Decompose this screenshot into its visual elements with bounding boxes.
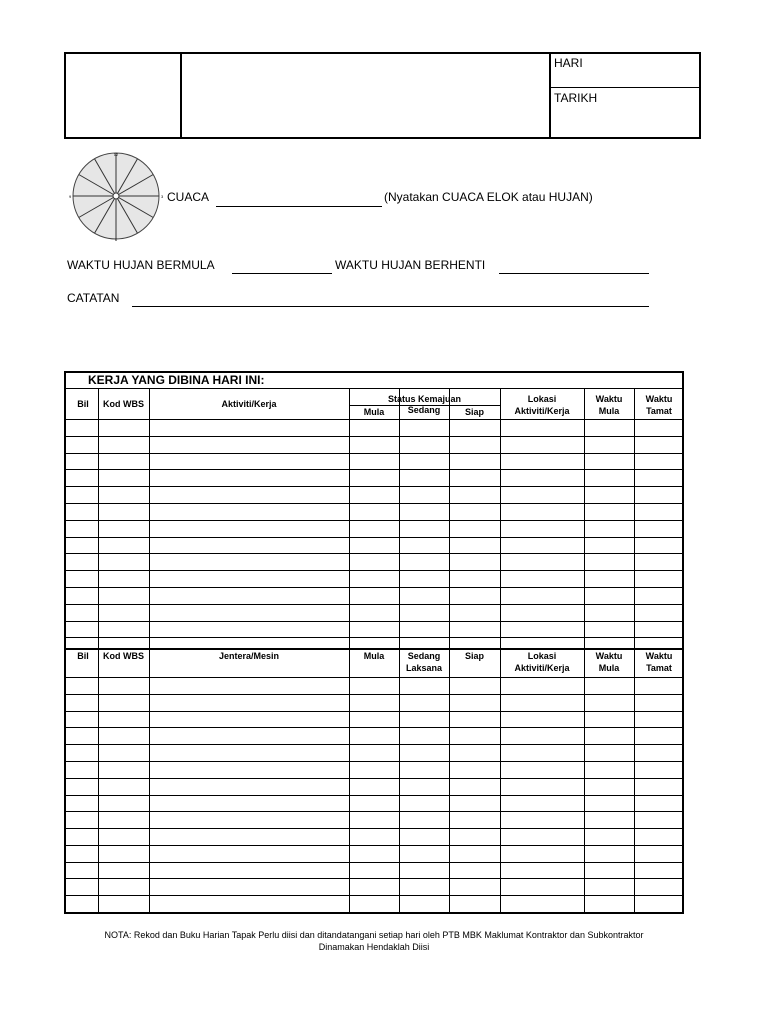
date-divider bbox=[551, 87, 699, 88]
grid-col-line bbox=[500, 388, 501, 912]
grid-row-line bbox=[66, 811, 682, 812]
work-header-waktu-mula-line2: Mula bbox=[598, 406, 620, 416]
machine-header-sedang-line2: Laksana bbox=[405, 663, 443, 673]
grid-row-line bbox=[66, 828, 682, 829]
work-header-status: Status Kemajuan bbox=[387, 394, 462, 404]
work-table-title: KERJA YANG DIBINA HARI INI: bbox=[88, 373, 265, 387]
hujan-berhenti-input-line[interactable] bbox=[499, 273, 649, 274]
grid-row-line bbox=[66, 862, 682, 863]
svg-text:3: 3 bbox=[161, 194, 164, 199]
grid-col-line bbox=[399, 388, 400, 912]
machine-header-waktu-mula bbox=[584, 650, 634, 674]
svg-text:12: 12 bbox=[113, 152, 119, 157]
machine-header-waktu-tamat bbox=[634, 650, 684, 674]
grid-row-line bbox=[66, 419, 682, 420]
work-header-waktu-mula bbox=[584, 393, 634, 417]
work-header-waktu-tamat-line2: Tamat bbox=[646, 406, 672, 416]
hari-label: HARI bbox=[554, 56, 583, 70]
grid-col-line bbox=[584, 388, 585, 912]
hujan-berhenti-label: WAKTU HUJAN BERHENTI bbox=[335, 258, 486, 272]
grid-row-line bbox=[66, 744, 682, 745]
grid-row-line bbox=[66, 637, 682, 638]
grid-row-line bbox=[66, 469, 682, 470]
work-header-waktu-tamat-line1: Waktu bbox=[645, 394, 673, 404]
grid-col-line bbox=[449, 388, 450, 912]
grid-row-line bbox=[66, 795, 682, 796]
grid-col-line bbox=[149, 388, 150, 912]
grid-row-line bbox=[66, 486, 682, 487]
grid-col-line bbox=[98, 388, 99, 912]
cuaca-hint: (Nyatakan CUACA ELOK atau HUJAN) bbox=[384, 190, 593, 204]
catatan-input-line[interactable] bbox=[132, 306, 649, 307]
grid-row-line bbox=[66, 727, 682, 728]
work-header-sedang: Sedang bbox=[407, 405, 441, 415]
machine-header-kod-wbs: Kod WBS bbox=[103, 651, 144, 661]
machine-header-bil: Bil bbox=[77, 651, 89, 661]
grid-row-line bbox=[66, 503, 682, 504]
grid-row-line bbox=[66, 778, 682, 779]
logo-cell bbox=[66, 54, 182, 137]
machine-header-sedang-laksana bbox=[399, 650, 449, 674]
footer-note bbox=[64, 929, 684, 953]
catatan-label: CATATAN bbox=[67, 291, 120, 305]
work-header-kod-wbs: Kod WBS bbox=[103, 399, 144, 409]
machine-header-waktu-tamat-line1: Waktu bbox=[645, 651, 673, 661]
header-box bbox=[64, 52, 701, 139]
status-subheader-line bbox=[349, 405, 500, 406]
machine-header-waktu-mula-line1: Waktu bbox=[595, 651, 623, 661]
footer-note-line2: Dinamakan Hendaklah Diisi bbox=[318, 942, 430, 952]
svg-text:6: 6 bbox=[114, 237, 118, 242]
grid-row-line bbox=[66, 845, 682, 846]
grid-col-line bbox=[349, 388, 350, 912]
hujan-bermula-input-line[interactable] bbox=[232, 273, 332, 274]
footer-note-line1: NOTA: Rekod dan Buku Harian Tapak Perlu diisi dan ditandatangani setiap hari oleh PTB MBK Maklumat Kontraktor dan Subkontraktor bbox=[104, 930, 644, 940]
grid-row-line bbox=[66, 520, 682, 521]
grid-row-line bbox=[66, 537, 682, 538]
grid-row-line bbox=[66, 604, 682, 605]
work-header-lokasi-line1: Lokasi bbox=[527, 394, 557, 404]
machine-header-siap: Siap bbox=[464, 651, 484, 661]
machine-header-sedang-line1: Sedang bbox=[407, 651, 441, 661]
grid-row-line bbox=[66, 453, 682, 454]
date-cell bbox=[549, 54, 699, 137]
work-header-mula: Mula bbox=[363, 407, 385, 417]
grid-row-line bbox=[66, 436, 682, 437]
svg-text:9: 9 bbox=[69, 194, 72, 199]
machine-header-lokasi-line1: Lokasi bbox=[527, 651, 557, 661]
grid-row-line bbox=[66, 694, 682, 695]
grid-row-line bbox=[66, 895, 682, 896]
machine-header-lokasi-line2: Aktiviti/Kerja bbox=[514, 663, 570, 673]
grid-row-line bbox=[66, 677, 682, 678]
machine-header-waktu-tamat-line2: Tamat bbox=[646, 663, 672, 673]
grid-row-line bbox=[66, 648, 682, 650]
work-header-lokasi bbox=[500, 393, 584, 417]
work-header-siap: Siap bbox=[464, 407, 484, 417]
grid-row-line bbox=[66, 388, 682, 389]
work-header-aktiviti: Aktiviti/Kerja bbox=[221, 399, 277, 409]
grid-row-line bbox=[66, 570, 682, 571]
machine-header-mula: Mula bbox=[363, 651, 385, 661]
machine-header-jentera: Jentera/Mesin bbox=[218, 651, 280, 661]
grid-col-line bbox=[634, 388, 635, 912]
work-header-waktu-tamat bbox=[634, 393, 684, 417]
machine-header-waktu-mula-line2: Mula bbox=[598, 663, 620, 673]
grid-row-line bbox=[66, 711, 682, 712]
machine-header-lokasi bbox=[500, 650, 584, 674]
work-header-lokasi-line2: Aktiviti/Kerja bbox=[514, 406, 570, 416]
cuaca-input-line[interactable] bbox=[216, 206, 382, 207]
grid-row-line bbox=[66, 553, 682, 554]
work-grid bbox=[64, 371, 684, 914]
cuaca-label: CUACA bbox=[167, 190, 210, 204]
work-header-bil: Bil bbox=[77, 399, 89, 409]
grid-row-line bbox=[66, 761, 682, 762]
tarikh-label: TARIKH bbox=[554, 91, 598, 105]
weather-wheel-icon bbox=[66, 150, 166, 242]
title-cell bbox=[182, 54, 549, 137]
grid-row-line bbox=[66, 587, 682, 588]
grid-row-line bbox=[66, 878, 682, 879]
hujan-bermula-label: WAKTU HUJAN BERMULA bbox=[67, 258, 215, 272]
grid-row-line bbox=[66, 621, 682, 622]
work-header-waktu-mula-line1: Waktu bbox=[595, 394, 623, 404]
